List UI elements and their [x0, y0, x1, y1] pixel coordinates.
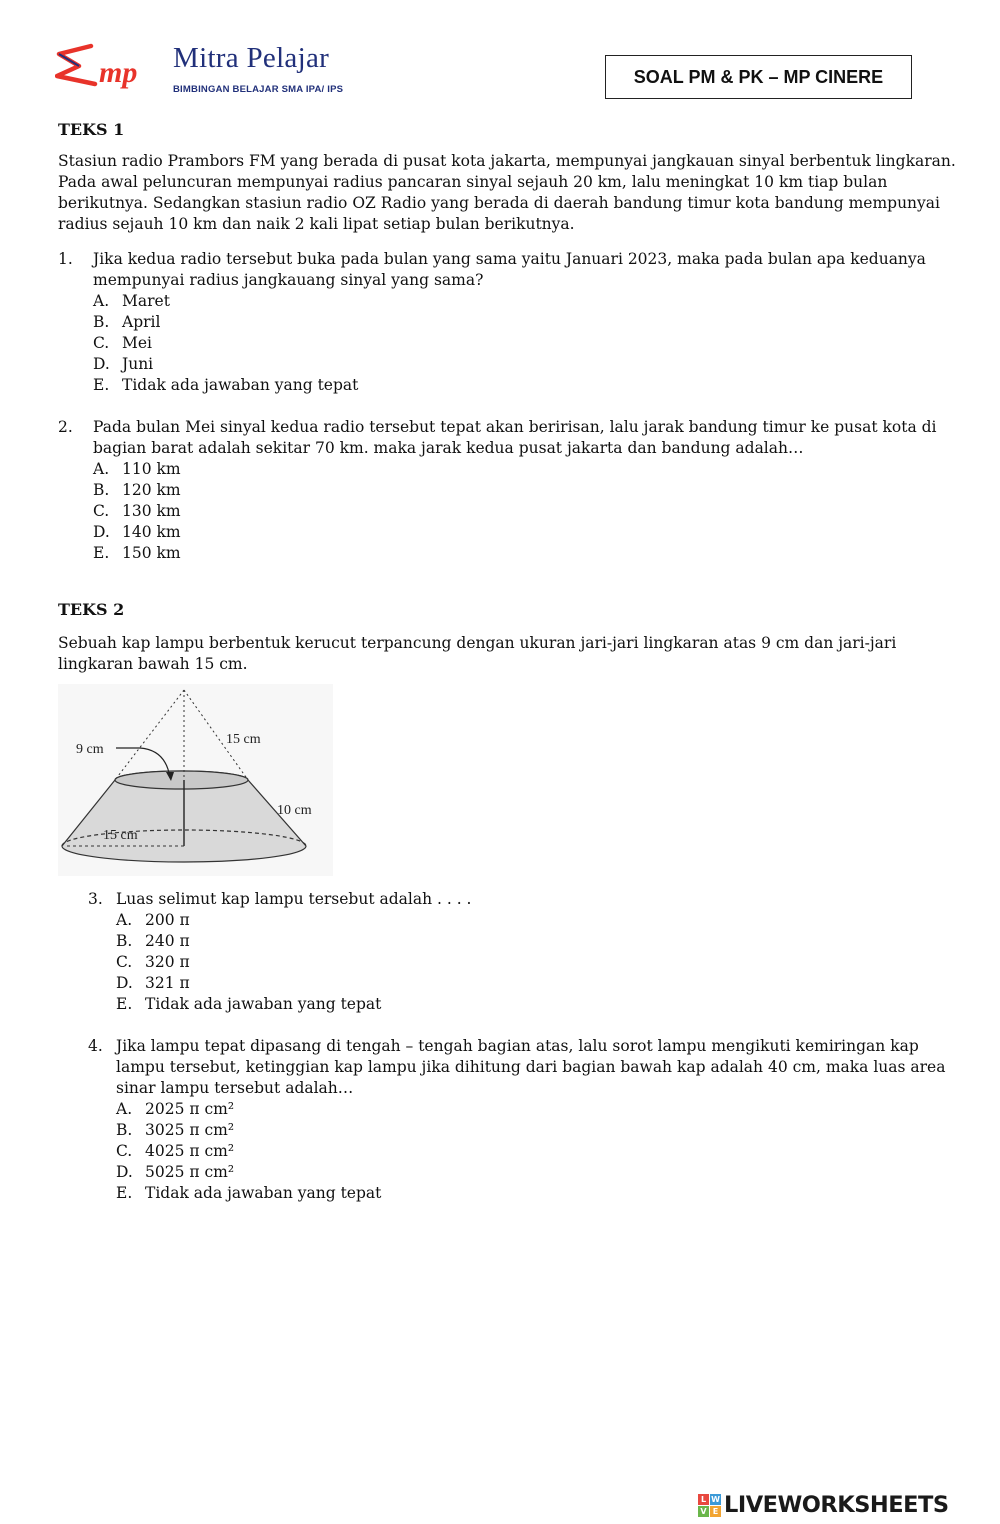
option-a[interactable]: A. Maret: [93, 292, 170, 310]
option-e[interactable]: E. Tidak ada jawaban yang tepat: [116, 1184, 382, 1202]
option-d[interactable]: D. 321 π: [116, 974, 190, 992]
lw-icon-cell: E: [710, 1506, 721, 1517]
question-text: [116, 1036, 945, 1099]
question-text: [93, 417, 937, 459]
teks1-line: Pada awal peluncuran mempunyai radius pancaran sinyal sejauh 20 km, lalu meningkat 10 km tiap bulan: [58, 173, 888, 191]
label-bottom-radius: 15 cm: [103, 828, 138, 843]
option-d[interactable]: D. 140 km: [93, 523, 181, 541]
question-line: Pada bulan Mei sinyal kedua radio tersebut tepat akan beririsan, lalu jarak bandung timur ke pusat kota di: [93, 418, 937, 436]
option-e[interactable]: E. 150 km: [93, 544, 181, 562]
mp-logo-icon: [55, 40, 170, 96]
question-line: Jika lampu tepat dipasang di tengah – tengah bagian atas, lalu sorot lampu mengikuti kemiringan kap: [116, 1037, 919, 1055]
option-e[interactable]: E. Tidak ada jawaban yang tepat: [116, 995, 382, 1013]
lw-icon-cell: W: [711, 1494, 720, 1504]
logo-name: Mitra Pelajar: [173, 42, 330, 74]
lw-icon-cell: V: [698, 1506, 709, 1517]
question-text: [93, 249, 926, 291]
options-list: [116, 1099, 381, 1204]
option-a[interactable]: A. 200 π: [116, 911, 190, 929]
question-number: 2.: [58, 418, 73, 436]
options-list: [93, 291, 358, 396]
question-line: lampu tersebut, ketinggian kap lampu jika dihitung dari bagian bawah kap adalah 40 cm, maka luas area: [116, 1058, 946, 1076]
question-line: bagian barat adalah sekitar 70 km. maka jarak kedua pusat jakarta dan bandung adalah…: [93, 439, 804, 457]
teks1-heading: TEKS 1: [58, 120, 125, 139]
option-d[interactable]: D. Juni: [93, 355, 154, 373]
svg-text:mp: mp: [99, 56, 138, 89]
liveworksheets-brand: LIVEWORKSHEETS: [724, 1492, 949, 1518]
question-text: [116, 889, 472, 910]
logo-subtitle: BIMBINGAN BELAJAR SMA IPA/ IPS: [173, 84, 344, 95]
option-c[interactable]: C. Mei: [93, 334, 153, 352]
teks2-paragraph: [58, 633, 896, 675]
question-line: Luas selimut kap lampu tersebut adalah . . . .: [116, 890, 472, 908]
options-list: [116, 910, 381, 1015]
question-line: sinar lampu tersebut adalah…: [116, 1079, 354, 1097]
liveworksheets-icon: [698, 1494, 721, 1517]
option-a[interactable]: A. 2025 π cm²: [116, 1100, 235, 1118]
option-d[interactable]: D. 5025 π cm²: [116, 1163, 235, 1181]
teks2-line: Sebuah kap lampu berbentuk kerucut terpancung dengan ukuran jari-jari lingkaran atas 9 cm dan jari-jari: [58, 634, 897, 652]
teks1-paragraph: [58, 151, 956, 235]
question-number: 3.: [88, 890, 103, 908]
option-c[interactable]: C. 130 km: [93, 502, 181, 520]
teks1-line: berikutnya. Sedangkan stasiun radio OZ Radio yang berada di daerah bandung timur kota bandung mempunyai: [58, 194, 940, 212]
option-b[interactable]: B. 3025 π cm²: [116, 1121, 235, 1139]
teks1-line: radius sejauh 10 km dan naik 2 kali lipat setiap bulan berikutnya.: [58, 215, 575, 233]
teks2-line: lingkaran bawah 15 cm.: [58, 655, 248, 673]
option-a[interactable]: A. 110 km: [93, 460, 181, 478]
teks2-heading: TEKS 2: [58, 600, 125, 619]
option-e[interactable]: E. Tidak ada jawaban yang tepat: [93, 376, 359, 394]
question-line: Jika kedua radio tersebut buka pada bulan yang sama yaitu Januari 2023, maka pada bulan apa keduanya: [93, 250, 926, 268]
question-number: 1.: [58, 250, 73, 268]
label-top-radius: 9 cm: [76, 742, 104, 757]
lw-icon-cell: L: [698, 1494, 709, 1505]
question-line: mempunyai radius jangkauang sinyal yang sama?: [93, 271, 484, 289]
document-title-box: SOAL PM & PK – MP CINERE: [605, 55, 912, 99]
truncated-cone-diagram: [58, 684, 333, 876]
teks1-line: Stasiun radio Prambors FM yang berada di pusat kota jakarta, mempunyai jangkauan sinyal berbentuk lingkaran.: [58, 152, 956, 170]
lampshade-figure: [58, 684, 333, 876]
label-slant-bottom: 10 cm: [277, 803, 312, 818]
option-c[interactable]: C. 320 π: [116, 953, 190, 971]
brand-logo: [55, 38, 345, 100]
options-list: [93, 459, 181, 564]
liveworksheets-logo[interactable]: [698, 1490, 949, 1520]
label-slant-top: 15 cm: [226, 732, 261, 747]
question-number: 4.: [88, 1037, 103, 1055]
option-b[interactable]: B. 120 km: [93, 481, 181, 499]
option-c[interactable]: C. 4025 π cm²: [116, 1142, 235, 1160]
option-b[interactable]: B. 240 π: [116, 932, 190, 950]
option-b[interactable]: B. April: [93, 313, 161, 331]
top-ellipse: [115, 771, 248, 789]
